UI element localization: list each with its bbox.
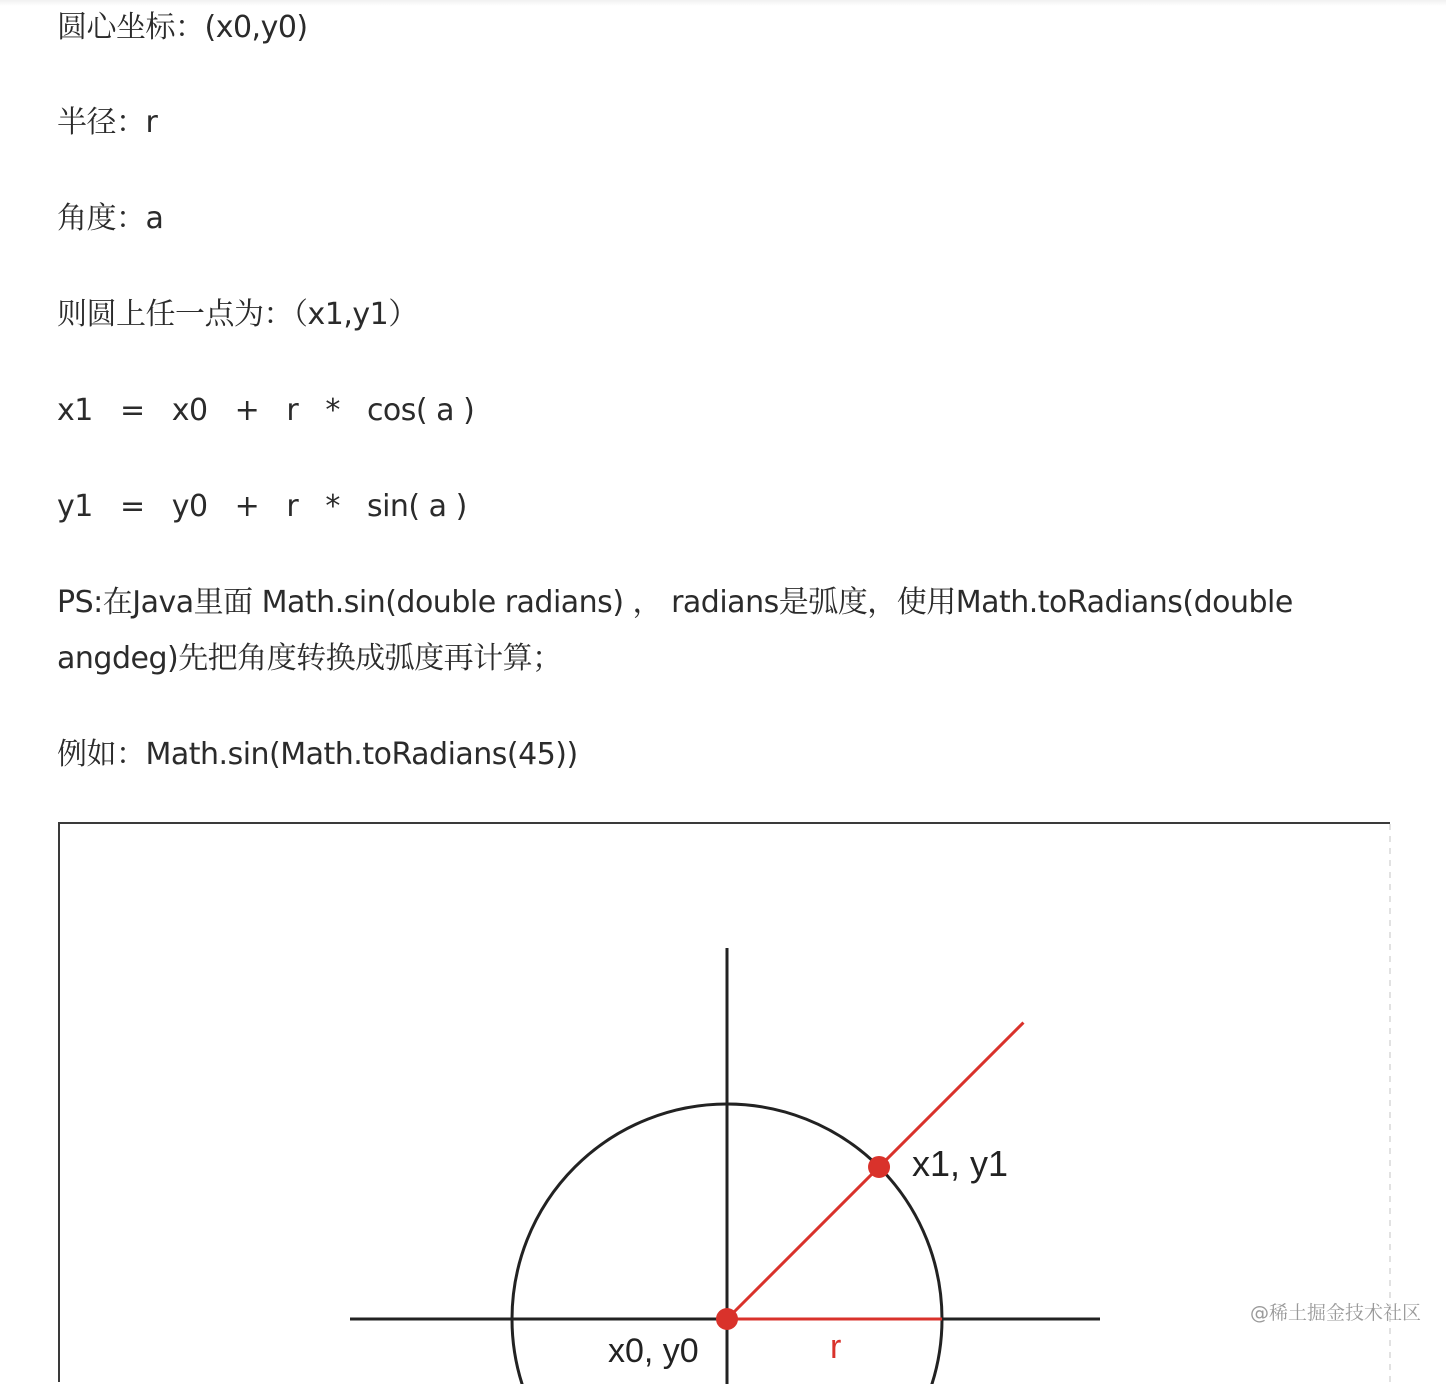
example-line: 例如：Math.sin(Math.toRadians(45)) [57, 737, 578, 772]
center-coordinate-line: 圆心坐标：(x0,y0) [57, 10, 308, 45]
radius-line: 半径：r [57, 105, 158, 140]
point-label: x1, y1 [912, 1143, 1009, 1184]
watermark: @稀土掘金技术社区 [1250, 1302, 1422, 1324]
angle-line: 角度：a [57, 201, 164, 236]
ps-note: PS:在Java里面 Math.sin(double radians) ， radians是弧度，使用Math.toRadians(double angdeg)先把角度转换成弧度再计算； [57, 585, 1293, 676]
center-point [716, 1308, 738, 1330]
point-x1-y1 [868, 1156, 890, 1178]
point-on-circle-line: 则圆上任一点为：（x1,y1） [57, 297, 418, 332]
center-label: x0, y0 [608, 1332, 699, 1370]
circle-diagram [60, 824, 1392, 1384]
radius-label: r [830, 1328, 842, 1366]
circle-diagram-figure [58, 822, 1390, 1382]
y1-formula: y1 = y0 + r * sin( a ) [57, 489, 467, 524]
x1-formula: x1 = x0 + r * cos( a ) [57, 393, 475, 428]
